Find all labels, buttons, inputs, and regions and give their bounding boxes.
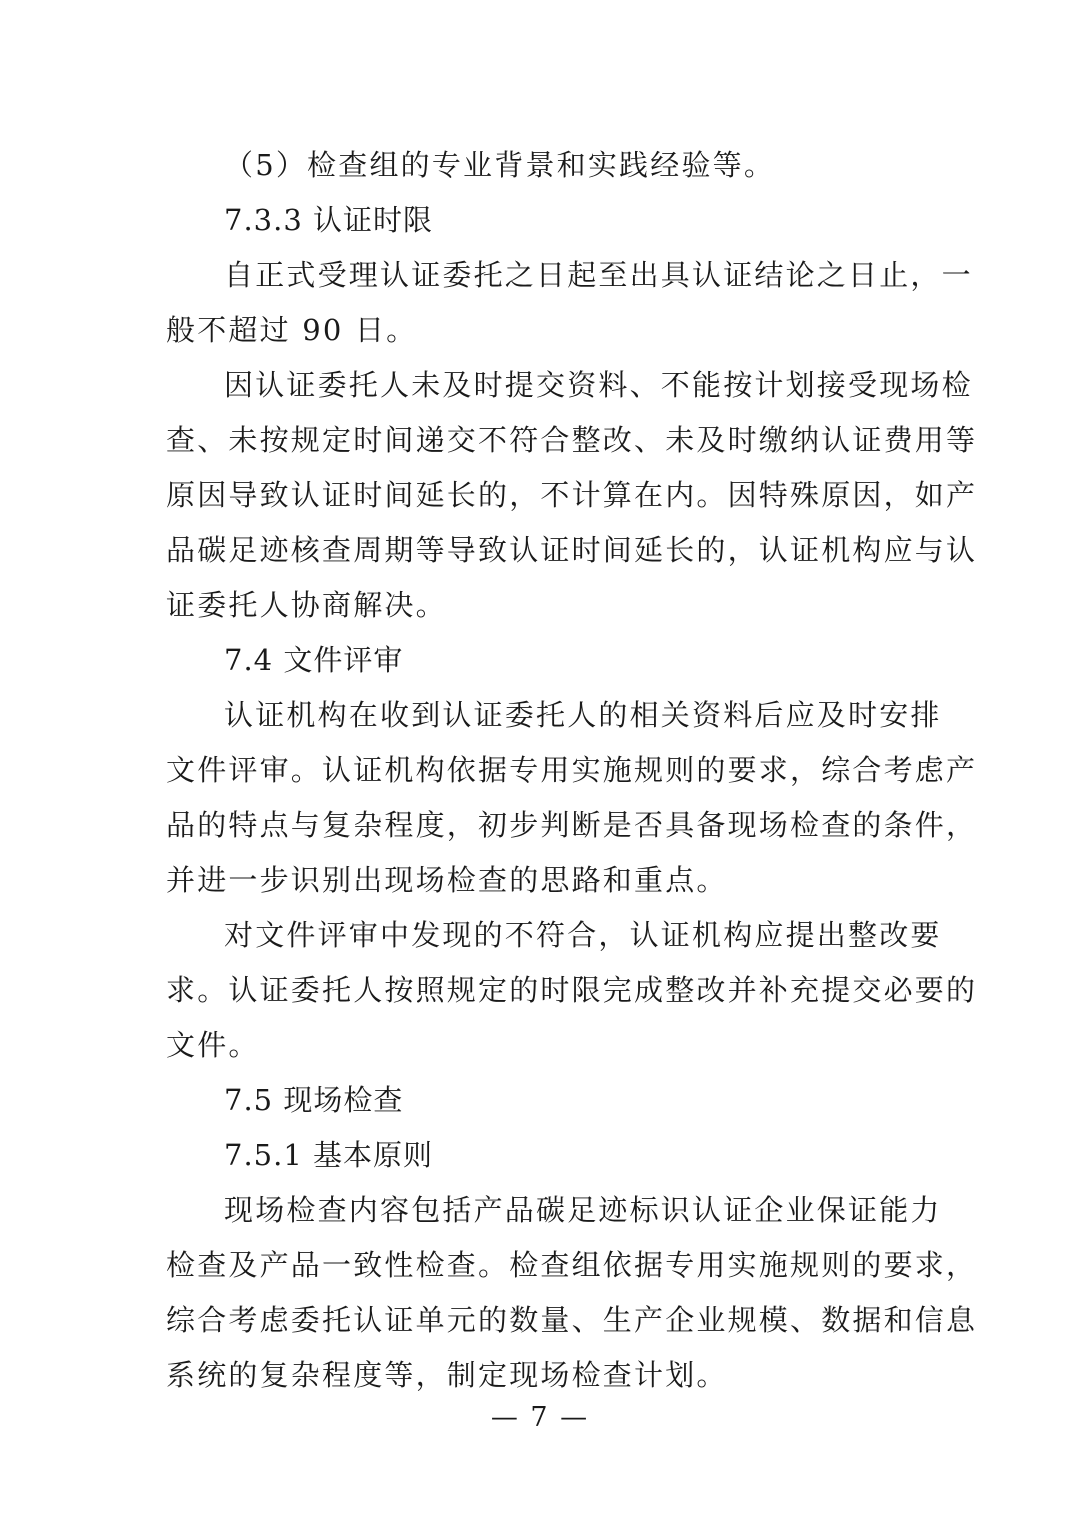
paragraph-line: 查、未按规定时间递交不符合整改、未及时缴纳认证费用等 bbox=[166, 423, 978, 457]
heading-7-5: 7.5 现场检查 bbox=[224, 1083, 404, 1117]
heading-7-3-3: 7.3.3 认证时限 bbox=[224, 203, 434, 237]
paragraph-line: 原因导致认证时间延长的，不计算在内。因特殊原因，如产 bbox=[166, 478, 978, 512]
paragraph-line: 般不超过 90 日。 bbox=[166, 313, 418, 347]
paragraph-line: 证委托人协商解决。 bbox=[166, 588, 447, 622]
paragraph-line: 综合考虑委托认证单元的数量、生产企业规模、数据和信息 bbox=[166, 1303, 978, 1337]
paragraph-line: 因认证委托人未及时提交资料、不能按计划接受现场检 bbox=[224, 368, 973, 402]
paragraph-line: 认证机构在收到认证委托人的相关资料后应及时安排 bbox=[224, 698, 942, 732]
page-number: — 7 — bbox=[490, 1402, 590, 1433]
paragraph-line: 品碳足迹核查周期等导致认证时间延长的，认证机构应与认 bbox=[166, 533, 978, 567]
heading-7-4: 7.4 文件评审 bbox=[224, 643, 404, 677]
paragraph-line: 自正式受理认证委托之日起至出具认证结论之日止，一 bbox=[224, 258, 973, 292]
paragraph-line: 检查及产品一致性检查。检查组依据专用实施规则的要求， bbox=[166, 1248, 978, 1282]
paragraph-line: 文件。 bbox=[166, 1028, 260, 1062]
paragraph-line: 并进一步识别出现场检查的思路和重点。 bbox=[166, 863, 728, 897]
paragraph-line: 求。认证委托人按照规定的时限完成整改并补充提交必要的 bbox=[166, 973, 978, 1007]
list-item-5: （5）检查组的专业背景和实践经验等。 bbox=[224, 148, 776, 182]
heading-7-5-1: 7.5.1 基本原则 bbox=[224, 1138, 434, 1172]
paragraph-line: 文件评审。认证机构依据专用实施规则的要求，综合考虑产 bbox=[166, 753, 978, 787]
paragraph-line: 品的特点与复杂程度，初步判断是否具备现场检查的条件， bbox=[166, 808, 978, 842]
paragraph-line: 现场检查内容包括产品碳足迹标识认证企业保证能力 bbox=[224, 1193, 942, 1227]
paragraph-line: 系统的复杂程度等，制定现场检查计划。 bbox=[166, 1358, 728, 1392]
paragraph-line: 对文件评审中发现的不符合，认证机构应提出整改要 bbox=[224, 918, 942, 952]
